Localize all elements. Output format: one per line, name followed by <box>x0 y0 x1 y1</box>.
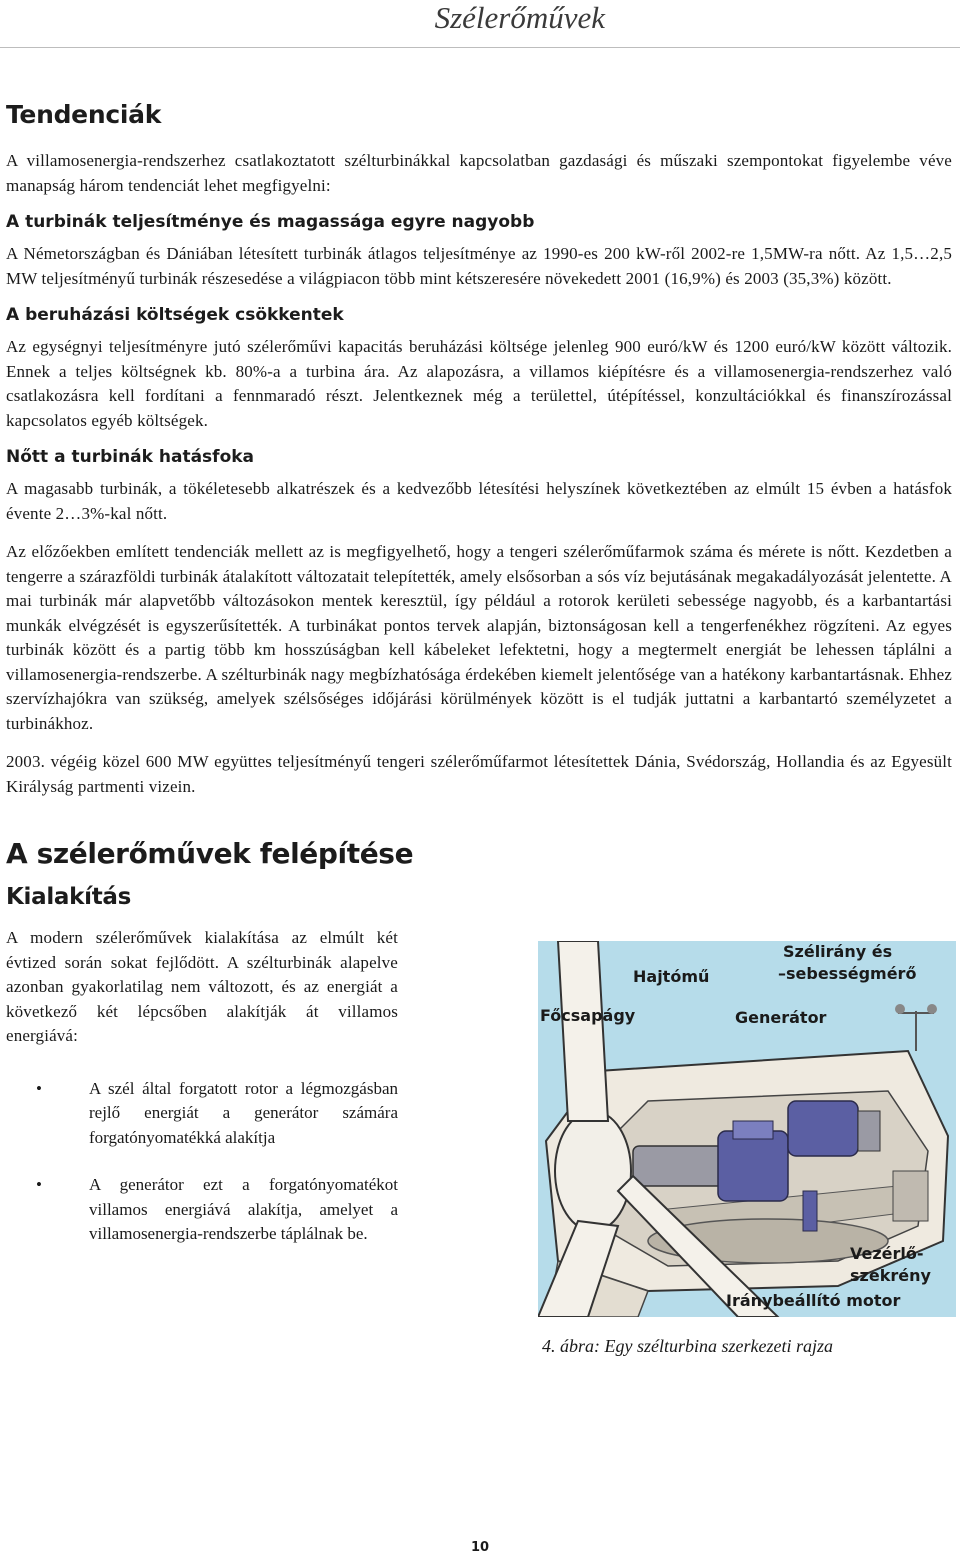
label-anemometer-line1: Szélirány és <box>783 942 893 961</box>
yaw-motor <box>803 1191 817 1231</box>
generator <box>788 1101 858 1156</box>
paragraph-investment-costs: Az egységnyi teljesítményre jutó szélerőművi kapacitás beruházási költsége jelenleg 900 euró/kW és 1200 euró/kW között változik. Ennek a teljes költségnek kb. 80%-a a turbina ára. Az alapozásra, a villamos kiépítésre és a villamosenergia-rendszerhez való csatlakozásra kell fordítani a fennmaradó részt. Jelentkeznek még a területtel, útépítéssel, konzultációkkal és finanszírozással kapcsolatos egyéb költségek. <box>6 337 952 430</box>
lower-section <box>6 926 952 1426</box>
list-item-text: A szél által forgatott rotor a légmozgásban rejlő energiát a generátor számára forgatónyomatékká alakítja <box>89 1078 398 1147</box>
label-anemometer-line2: –sebességmérő <box>778 964 917 983</box>
bullet-list <box>6 1077 398 1247</box>
label-control-cabinet-line2: szekrény <box>850 1266 931 1285</box>
wind-vane-head <box>927 1004 937 1014</box>
label-main-bearing: Főcsapágy <box>540 1006 636 1025</box>
paragraph-offshore: Az előzőekben említett tendenciák mellett az is megfigyelhető, hogy a tengeri szélerőműfarmok száma és mérete is nőtt. Kezdetben a tengerre a szárazföldi turbinák átalakított változatait telepítették, amely elsősorban a sós víz bejutásának megakadályozását jelentette. A mai turbinák már alapvetőbb változásokon mentek keresztül, így például a rotorok kerületi sebessége nagyobb, és a karbantartási munkák elvégzését is egyszerűsítették. A turbinákat pontos tervek alapján, biztonságosan kell a tengerfenékhez rögzíteni. Az egyes turbinák között és a partig több km hosszúságban kell kábeleket lefektetni, hogy a megtermelt energiát be lehessen táplálni a villamosenergia-rendszerbe. A szélturbinák nagy megbízhatósága érdekében kiemelt jelentősége van a hatékony karbantartásnak. Ehhez szervízhajókra van szükség, amelyek szélsőséges időjárási körülmények között is el tudják juttatni a karbantartó személyzetet a turbinákhoz. <box>6 542 952 733</box>
figure-caption: 4. ábra: Egy szélturbina szerkezeti rajza <box>542 1336 833 1356</box>
section-heading-felepites: A szélerőművek felépítése <box>6 837 414 870</box>
paragraph-efficiency: A magasabb turbinák, a tökéletesebb alkatrészek és a kedvezőbb létesítési helyszínek következtében az elmúlt 15 évben a hatásfok évente 2…3%-kal nőtt. <box>6 479 952 523</box>
subheading-power-height: A turbinák teljesítménye és magassága egyre nagyobb <box>6 212 535 232</box>
paragraph-2003: 2003. végéig közel 600 MW együttes teljesítményű tengeri szélerőműfarmot létesítettek Dánia, Svédország, Hollandia és az Egyesült Királyság partmenti vizein. <box>6 752 952 796</box>
subheading-kialakitas: Kialakítás <box>6 884 132 910</box>
paragraph-kialakitas: A modern szélerőművek kialakítása az elmúlt két évtized során sokat fejlődött. A szélturbinák alapelve azonban gyakorlatilag nem változott, és az energiát a következő két lépcsőben alakítják át villamos energiává: <box>6 928 398 1045</box>
turbine-figure <box>538 941 956 1317</box>
header-rule <box>0 47 960 48</box>
anemometer-cup <box>895 1004 905 1014</box>
running-head: Szélerőművek <box>434 0 605 35</box>
subheading-efficiency: Nőtt a turbinák hatásfoka <box>6 447 255 467</box>
label-control-cabinet-line1: Vezérlő- <box>850 1244 924 1263</box>
generator-end <box>858 1111 880 1151</box>
intro-paragraph: A villamosenergia-rendszerhez csatlakoztatott szélturbinákkal kapcsolatban gazdasági és műszaki szempontokat figyelembe véve manapság három tendenciát lehet megfigyelni: <box>6 151 952 195</box>
left-column <box>6 926 398 1270</box>
bullet-glyph: • <box>36 1078 42 1098</box>
paragraph-power-height: A Németországban és Dániában létesített turbinák átlagos teljesítménye az 1990-es 200 kW-ről 2002-re 1,5MW-ra nőtt. Az 1,5…2,5 MW teljesítményű turbinák részesedése a világpiacon több mint kétszeresére növekedett 2001 (16,9%) és 2003 (35,3%) között. <box>6 244 952 288</box>
subheading-investment-costs: A beruházási költségek csökkentek <box>6 305 344 325</box>
rotor-hub <box>555 1111 631 1231</box>
label-generator: Generátor <box>735 1008 827 1027</box>
main-bearing <box>633 1146 723 1186</box>
gearbox-top <box>733 1121 773 1139</box>
page-content <box>6 100 952 1426</box>
list-item-text: A generátor ezt a forgatónyomatékot villamos energiává alakítja, amelyet a villamosenergia-rendszerbe táplálnak be. <box>89 1175 398 1243</box>
label-yaw-motor: Iránybeállító motor <box>726 1291 901 1310</box>
bullet-glyph: • <box>36 1175 42 1194</box>
rotor-blade-upper <box>558 941 608 1121</box>
list-item <box>6 1173 398 1247</box>
control-cabinet <box>893 1171 928 1221</box>
list-item <box>6 1077 398 1151</box>
label-gearbox: Hajtómű <box>633 967 710 986</box>
section-heading-tendenciak: Tendenciák <box>6 100 162 129</box>
page-number: 10 <box>470 1540 490 1555</box>
gearbox <box>718 1131 788 1201</box>
